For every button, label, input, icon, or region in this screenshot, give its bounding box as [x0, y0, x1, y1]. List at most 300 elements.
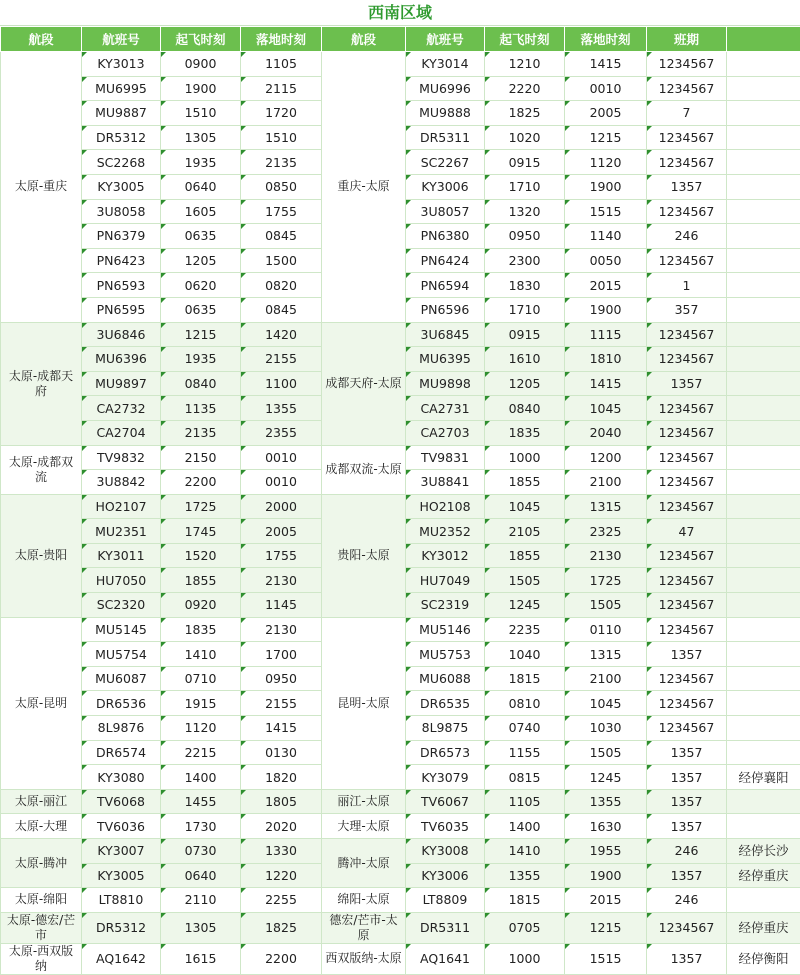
schedule-days: 246 [647, 839, 727, 864]
schedule-days: 1234567 [647, 617, 727, 642]
route-return: 成都天府-太原 [322, 322, 406, 445]
out-flight-number: DR6574 [82, 740, 161, 765]
return-flight-number: MU6996 [406, 76, 485, 101]
route-outbound: 太原-昆明 [1, 617, 82, 789]
out-arrival: 1510 [241, 125, 322, 150]
return-arrival: 1355 [565, 789, 647, 814]
out-arrival: 1420 [241, 322, 322, 347]
stop-note [727, 125, 800, 150]
out-flight-number: KY3005 [82, 174, 161, 199]
return-arrival: 0050 [565, 248, 647, 273]
stop-note [727, 691, 800, 716]
schedule-days: 1234567 [647, 543, 727, 568]
return-flight-number: MU5753 [406, 642, 485, 667]
return-departure: 0915 [485, 322, 565, 347]
return-departure: 1155 [485, 740, 565, 765]
return-flight-number: KY3014 [406, 52, 485, 77]
schedule-days: 357 [647, 297, 727, 322]
schedule-days: 1357 [647, 642, 727, 667]
stop-note [727, 716, 800, 741]
return-arrival: 1505 [565, 593, 647, 618]
out-flight-number: DR5312 [82, 912, 161, 943]
return-departure: 0915 [485, 150, 565, 175]
return-departure: 1000 [485, 445, 565, 470]
return-arrival: 1725 [565, 568, 647, 593]
table-row [1, 445, 800, 470]
return-departure: 1610 [485, 347, 565, 372]
out-flight-number: CA2704 [82, 420, 161, 445]
out-flight-number: PN6423 [82, 248, 161, 273]
out-flight-number: SC2268 [82, 150, 161, 175]
out-arrival: 2255 [241, 888, 322, 913]
out-flight-number: DR6536 [82, 691, 161, 716]
return-flight-number: KY3079 [406, 765, 485, 790]
return-flight-number: 8L9875 [406, 716, 485, 741]
out-departure: 1855 [161, 568, 241, 593]
out-arrival: 2155 [241, 347, 322, 372]
column-header: 起飞时刻 [485, 27, 565, 52]
schedule-days: 1234567 [647, 322, 727, 347]
out-arrival: 2130 [241, 568, 322, 593]
schedule-days: 1357 [647, 765, 727, 790]
out-arrival: 1100 [241, 371, 322, 396]
schedule-days: 1234567 [647, 347, 727, 372]
stop-note [727, 297, 800, 322]
out-departure: 1455 [161, 789, 241, 814]
return-flight-number: TV6035 [406, 814, 485, 839]
column-header: 班期 [647, 27, 727, 52]
return-arrival: 2015 [565, 273, 647, 298]
return-departure: 1205 [485, 371, 565, 396]
return-flight-number: TV6067 [406, 789, 485, 814]
return-departure: 2220 [485, 76, 565, 101]
out-flight-number: MU6396 [82, 347, 161, 372]
out-departure: 0900 [161, 52, 241, 77]
out-arrival: 0820 [241, 273, 322, 298]
table-row [1, 912, 800, 943]
stop-note [727, 740, 800, 765]
return-departure: 1210 [485, 52, 565, 77]
stop-note [727, 789, 800, 814]
column-header: 航班号 [406, 27, 485, 52]
return-flight-number: HO2108 [406, 494, 485, 519]
stop-note [727, 519, 800, 544]
out-flight-number: MU9897 [82, 371, 161, 396]
return-flight-number: MU6088 [406, 666, 485, 691]
out-flight-number: MU2351 [82, 519, 161, 544]
return-departure: 1000 [485, 943, 565, 974]
out-arrival: 1330 [241, 839, 322, 864]
return-arrival: 1120 [565, 150, 647, 175]
out-departure: 0710 [161, 666, 241, 691]
route-outbound: 太原-成都天府 [1, 322, 82, 445]
return-arrival: 2005 [565, 101, 647, 126]
return-arrival: 1515 [565, 943, 647, 974]
return-departure: 1855 [485, 543, 565, 568]
out-departure: 1745 [161, 519, 241, 544]
schedule-days: 1234567 [647, 248, 727, 273]
schedule-days: 1234567 [647, 691, 727, 716]
route-outbound: 太原-腾冲 [1, 839, 82, 888]
route-outbound: 太原-绵阳 [1, 888, 82, 913]
out-flight-number: PN6595 [82, 297, 161, 322]
schedule-days: 1234567 [647, 494, 727, 519]
return-departure: 1710 [485, 174, 565, 199]
out-flight-number: KY3011 [82, 543, 161, 568]
out-flight-number: DR5312 [82, 125, 161, 150]
table-row [1, 494, 800, 519]
return-flight-number: KY3006 [406, 174, 485, 199]
stop-note [727, 248, 800, 273]
out-departure: 2200 [161, 470, 241, 495]
out-arrival: 0010 [241, 470, 322, 495]
out-flight-number: KY3005 [82, 863, 161, 888]
out-departure: 1120 [161, 716, 241, 741]
out-arrival: 2135 [241, 150, 322, 175]
out-flight-number: KY3080 [82, 765, 161, 790]
return-flight-number: 3U8057 [406, 199, 485, 224]
out-departure: 0620 [161, 273, 241, 298]
return-departure: 2300 [485, 248, 565, 273]
out-departure: 2150 [161, 445, 241, 470]
return-flight-number: MU2352 [406, 519, 485, 544]
return-departure: 1020 [485, 125, 565, 150]
out-departure: 1835 [161, 617, 241, 642]
return-flight-number: DR5311 [406, 912, 485, 943]
return-arrival: 1245 [565, 765, 647, 790]
return-flight-number: SC2319 [406, 593, 485, 618]
return-flight-number: 3U8841 [406, 470, 485, 495]
return-departure: 1505 [485, 568, 565, 593]
schedule-days: 1234567 [647, 593, 727, 618]
out-departure: 1305 [161, 912, 241, 943]
out-flight-number: KY3007 [82, 839, 161, 864]
schedule-days: 246 [647, 888, 727, 913]
return-arrival: 1505 [565, 740, 647, 765]
table-row [1, 789, 800, 814]
column-header: 航班号 [82, 27, 161, 52]
out-departure: 1730 [161, 814, 241, 839]
out-arrival: 1220 [241, 863, 322, 888]
return-arrival: 1900 [565, 297, 647, 322]
out-arrival: 1355 [241, 396, 322, 421]
return-departure: 1710 [485, 297, 565, 322]
return-flight-number: HU7049 [406, 568, 485, 593]
stop-note [727, 76, 800, 101]
schedule-days: 1357 [647, 814, 727, 839]
out-arrival: 0850 [241, 174, 322, 199]
route-return: 昆明-太原 [322, 617, 406, 789]
table-row [1, 52, 800, 77]
out-arrival: 1755 [241, 543, 322, 568]
return-departure: 1825 [485, 101, 565, 126]
out-departure: 1305 [161, 125, 241, 150]
out-departure: 1400 [161, 765, 241, 790]
table-row [1, 839, 800, 864]
stop-note [727, 273, 800, 298]
return-arrival: 1515 [565, 199, 647, 224]
route-return: 丽江-太原 [322, 789, 406, 814]
out-arrival: 1825 [241, 912, 322, 943]
route-outbound: 太原-西双版纳 [1, 943, 82, 974]
return-flight-number: MU6395 [406, 347, 485, 372]
return-arrival: 2100 [565, 666, 647, 691]
out-arrival: 1720 [241, 101, 322, 126]
return-departure: 1815 [485, 666, 565, 691]
return-flight-number: PN6424 [406, 248, 485, 273]
return-departure: 2235 [485, 617, 565, 642]
return-departure: 0810 [485, 691, 565, 716]
return-arrival: 0110 [565, 617, 647, 642]
return-flight-number: MU9888 [406, 101, 485, 126]
table-row [1, 888, 800, 913]
out-flight-number: HO2107 [82, 494, 161, 519]
return-arrival: 1315 [565, 642, 647, 667]
return-arrival: 1415 [565, 52, 647, 77]
out-arrival: 0845 [241, 297, 322, 322]
out-arrival: 2130 [241, 617, 322, 642]
return-arrival: 2325 [565, 519, 647, 544]
out-arrival: 2355 [241, 420, 322, 445]
return-flight-number: LT8809 [406, 888, 485, 913]
return-arrival: 1415 [565, 371, 647, 396]
out-flight-number: PN6593 [82, 273, 161, 298]
return-arrival: 1045 [565, 396, 647, 421]
return-arrival: 1045 [565, 691, 647, 716]
out-departure: 0635 [161, 297, 241, 322]
return-flight-number: PN6594 [406, 273, 485, 298]
stop-note [727, 494, 800, 519]
stop-note [727, 470, 800, 495]
stop-note [727, 224, 800, 249]
column-header: 航段 [1, 27, 82, 52]
return-departure: 1835 [485, 420, 565, 445]
out-departure: 0730 [161, 839, 241, 864]
stop-note [727, 396, 800, 421]
out-arrival: 1820 [241, 765, 322, 790]
out-departure: 0640 [161, 863, 241, 888]
route-outbound: 太原-丽江 [1, 789, 82, 814]
out-flight-number: AQ1642 [82, 943, 161, 974]
schedule-days: 1234567 [647, 76, 727, 101]
return-arrival: 0010 [565, 76, 647, 101]
out-departure: 0920 [161, 593, 241, 618]
out-departure: 0635 [161, 224, 241, 249]
route-return: 贵阳-太原 [322, 494, 406, 617]
out-departure: 0840 [161, 371, 241, 396]
schedule-days: 246 [647, 224, 727, 249]
schedule-days: 1234567 [647, 125, 727, 150]
stop-note [727, 445, 800, 470]
stop-note [727, 593, 800, 618]
stop-note [727, 371, 800, 396]
stop-note [727, 642, 800, 667]
stop-note: 经停襄阳 [727, 765, 800, 790]
schedule-days: 1234567 [647, 445, 727, 470]
stop-note [727, 814, 800, 839]
stop-note [727, 52, 800, 77]
out-flight-number: KY3013 [82, 52, 161, 77]
return-departure: 1410 [485, 839, 565, 864]
stop-note [727, 617, 800, 642]
out-departure: 1410 [161, 642, 241, 667]
return-arrival: 1215 [565, 912, 647, 943]
return-flight-number: MU9898 [406, 371, 485, 396]
out-departure: 1615 [161, 943, 241, 974]
out-flight-number: SC2320 [82, 593, 161, 618]
return-flight-number: DR6573 [406, 740, 485, 765]
route-outbound: 太原-德宏/芒市 [1, 912, 82, 943]
return-flight-number: CA2731 [406, 396, 485, 421]
return-flight-number: MU5146 [406, 617, 485, 642]
return-arrival: 1140 [565, 224, 647, 249]
out-arrival: 1415 [241, 716, 322, 741]
return-arrival: 2130 [565, 543, 647, 568]
stop-note [727, 199, 800, 224]
return-departure: 1245 [485, 593, 565, 618]
out-arrival: 0845 [241, 224, 322, 249]
return-departure: 0740 [485, 716, 565, 741]
stop-note [727, 666, 800, 691]
out-flight-number: 3U6846 [82, 322, 161, 347]
return-arrival: 2040 [565, 420, 647, 445]
out-arrival: 1145 [241, 593, 322, 618]
stop-note: 经停重庆 [727, 863, 800, 888]
route-return: 腾冲-太原 [322, 839, 406, 888]
schedule-days: 1234567 [647, 568, 727, 593]
out-arrival: 1500 [241, 248, 322, 273]
return-arrival: 1900 [565, 174, 647, 199]
out-arrival: 0130 [241, 740, 322, 765]
return-arrival: 1630 [565, 814, 647, 839]
return-departure: 0840 [485, 396, 565, 421]
out-departure: 2110 [161, 888, 241, 913]
stop-note [727, 101, 800, 126]
return-departure: 1855 [485, 470, 565, 495]
out-flight-number: PN6379 [82, 224, 161, 249]
route-return: 重庆-太原 [322, 52, 406, 323]
out-flight-number: LT8810 [82, 888, 161, 913]
out-departure: 1510 [161, 101, 241, 126]
return-flight-number: SC2267 [406, 150, 485, 175]
return-flight-number: KY3012 [406, 543, 485, 568]
out-departure: 2135 [161, 420, 241, 445]
stop-note [727, 322, 800, 347]
out-flight-number: 8L9876 [82, 716, 161, 741]
stop-note [727, 150, 800, 175]
schedule-days: 7 [647, 101, 727, 126]
return-arrival: 1200 [565, 445, 647, 470]
return-arrival: 1900 [565, 863, 647, 888]
column-header: 落地时刻 [241, 27, 322, 52]
return-flight-number: TV9831 [406, 445, 485, 470]
return-flight-number: KY3006 [406, 863, 485, 888]
column-header: 航段 [322, 27, 406, 52]
schedule-days: 1357 [647, 371, 727, 396]
schedule-days: 1234567 [647, 52, 727, 77]
out-arrival: 1105 [241, 52, 322, 77]
return-departure: 1045 [485, 494, 565, 519]
schedule-days: 1234567 [647, 716, 727, 741]
schedule-days: 1234567 [647, 199, 727, 224]
schedule-days: 1357 [647, 174, 727, 199]
out-departure: 1935 [161, 347, 241, 372]
stop-note: 经停长沙 [727, 839, 800, 864]
return-arrival: 1315 [565, 494, 647, 519]
stop-note [727, 543, 800, 568]
out-arrival: 2200 [241, 943, 322, 974]
region-title: 西南区域 [0, 0, 800, 26]
return-flight-number: AQ1641 [406, 943, 485, 974]
return-departure: 0950 [485, 224, 565, 249]
stop-note [727, 568, 800, 593]
return-departure: 1105 [485, 789, 565, 814]
return-departure: 0705 [485, 912, 565, 943]
return-departure: 1040 [485, 642, 565, 667]
table-row [1, 943, 800, 974]
return-departure: 1815 [485, 888, 565, 913]
out-departure: 1520 [161, 543, 241, 568]
return-departure: 1320 [485, 199, 565, 224]
stop-note [727, 174, 800, 199]
out-flight-number: MU6087 [82, 666, 161, 691]
out-flight-number: MU6995 [82, 76, 161, 101]
out-arrival: 2155 [241, 691, 322, 716]
out-flight-number: MU5145 [82, 617, 161, 642]
return-departure: 1830 [485, 273, 565, 298]
route-outbound: 太原-成都双流 [1, 445, 82, 494]
stop-note [727, 347, 800, 372]
out-flight-number: 3U8842 [82, 470, 161, 495]
route-return: 德宏/芒市-太原 [322, 912, 406, 943]
out-flight-number: HU7050 [82, 568, 161, 593]
out-flight-number: TV9832 [82, 445, 161, 470]
stop-note [727, 888, 800, 913]
out-arrival: 2000 [241, 494, 322, 519]
route-outbound: 太原-重庆 [1, 52, 82, 323]
route-outbound: 太原-大理 [1, 814, 82, 839]
stop-note: 经停重庆 [727, 912, 800, 943]
out-departure: 1915 [161, 691, 241, 716]
out-arrival: 1805 [241, 789, 322, 814]
out-flight-number: CA2732 [82, 396, 161, 421]
return-departure: 2105 [485, 519, 565, 544]
table-row [1, 617, 800, 642]
route-return: 绵阳-太原 [322, 888, 406, 913]
stop-note [727, 420, 800, 445]
out-departure: 1935 [161, 150, 241, 175]
stop-note: 经停衡阳 [727, 943, 800, 974]
out-departure: 1215 [161, 322, 241, 347]
schedule-days: 1357 [647, 789, 727, 814]
route-return: 成都双流-太原 [322, 445, 406, 494]
out-flight-number: TV6036 [82, 814, 161, 839]
return-departure: 1355 [485, 863, 565, 888]
return-flight-number: CA2703 [406, 420, 485, 445]
out-departure: 0640 [161, 174, 241, 199]
schedule-days: 1357 [647, 863, 727, 888]
schedule-days: 1357 [647, 943, 727, 974]
column-header [727, 27, 800, 52]
out-departure: 1725 [161, 494, 241, 519]
column-header: 落地时刻 [565, 27, 647, 52]
route-outbound: 太原-贵阳 [1, 494, 82, 617]
return-flight-number: KY3008 [406, 839, 485, 864]
table-row [1, 814, 800, 839]
return-departure: 1400 [485, 814, 565, 839]
schedule-body [1, 52, 800, 975]
return-arrival: 2015 [565, 888, 647, 913]
